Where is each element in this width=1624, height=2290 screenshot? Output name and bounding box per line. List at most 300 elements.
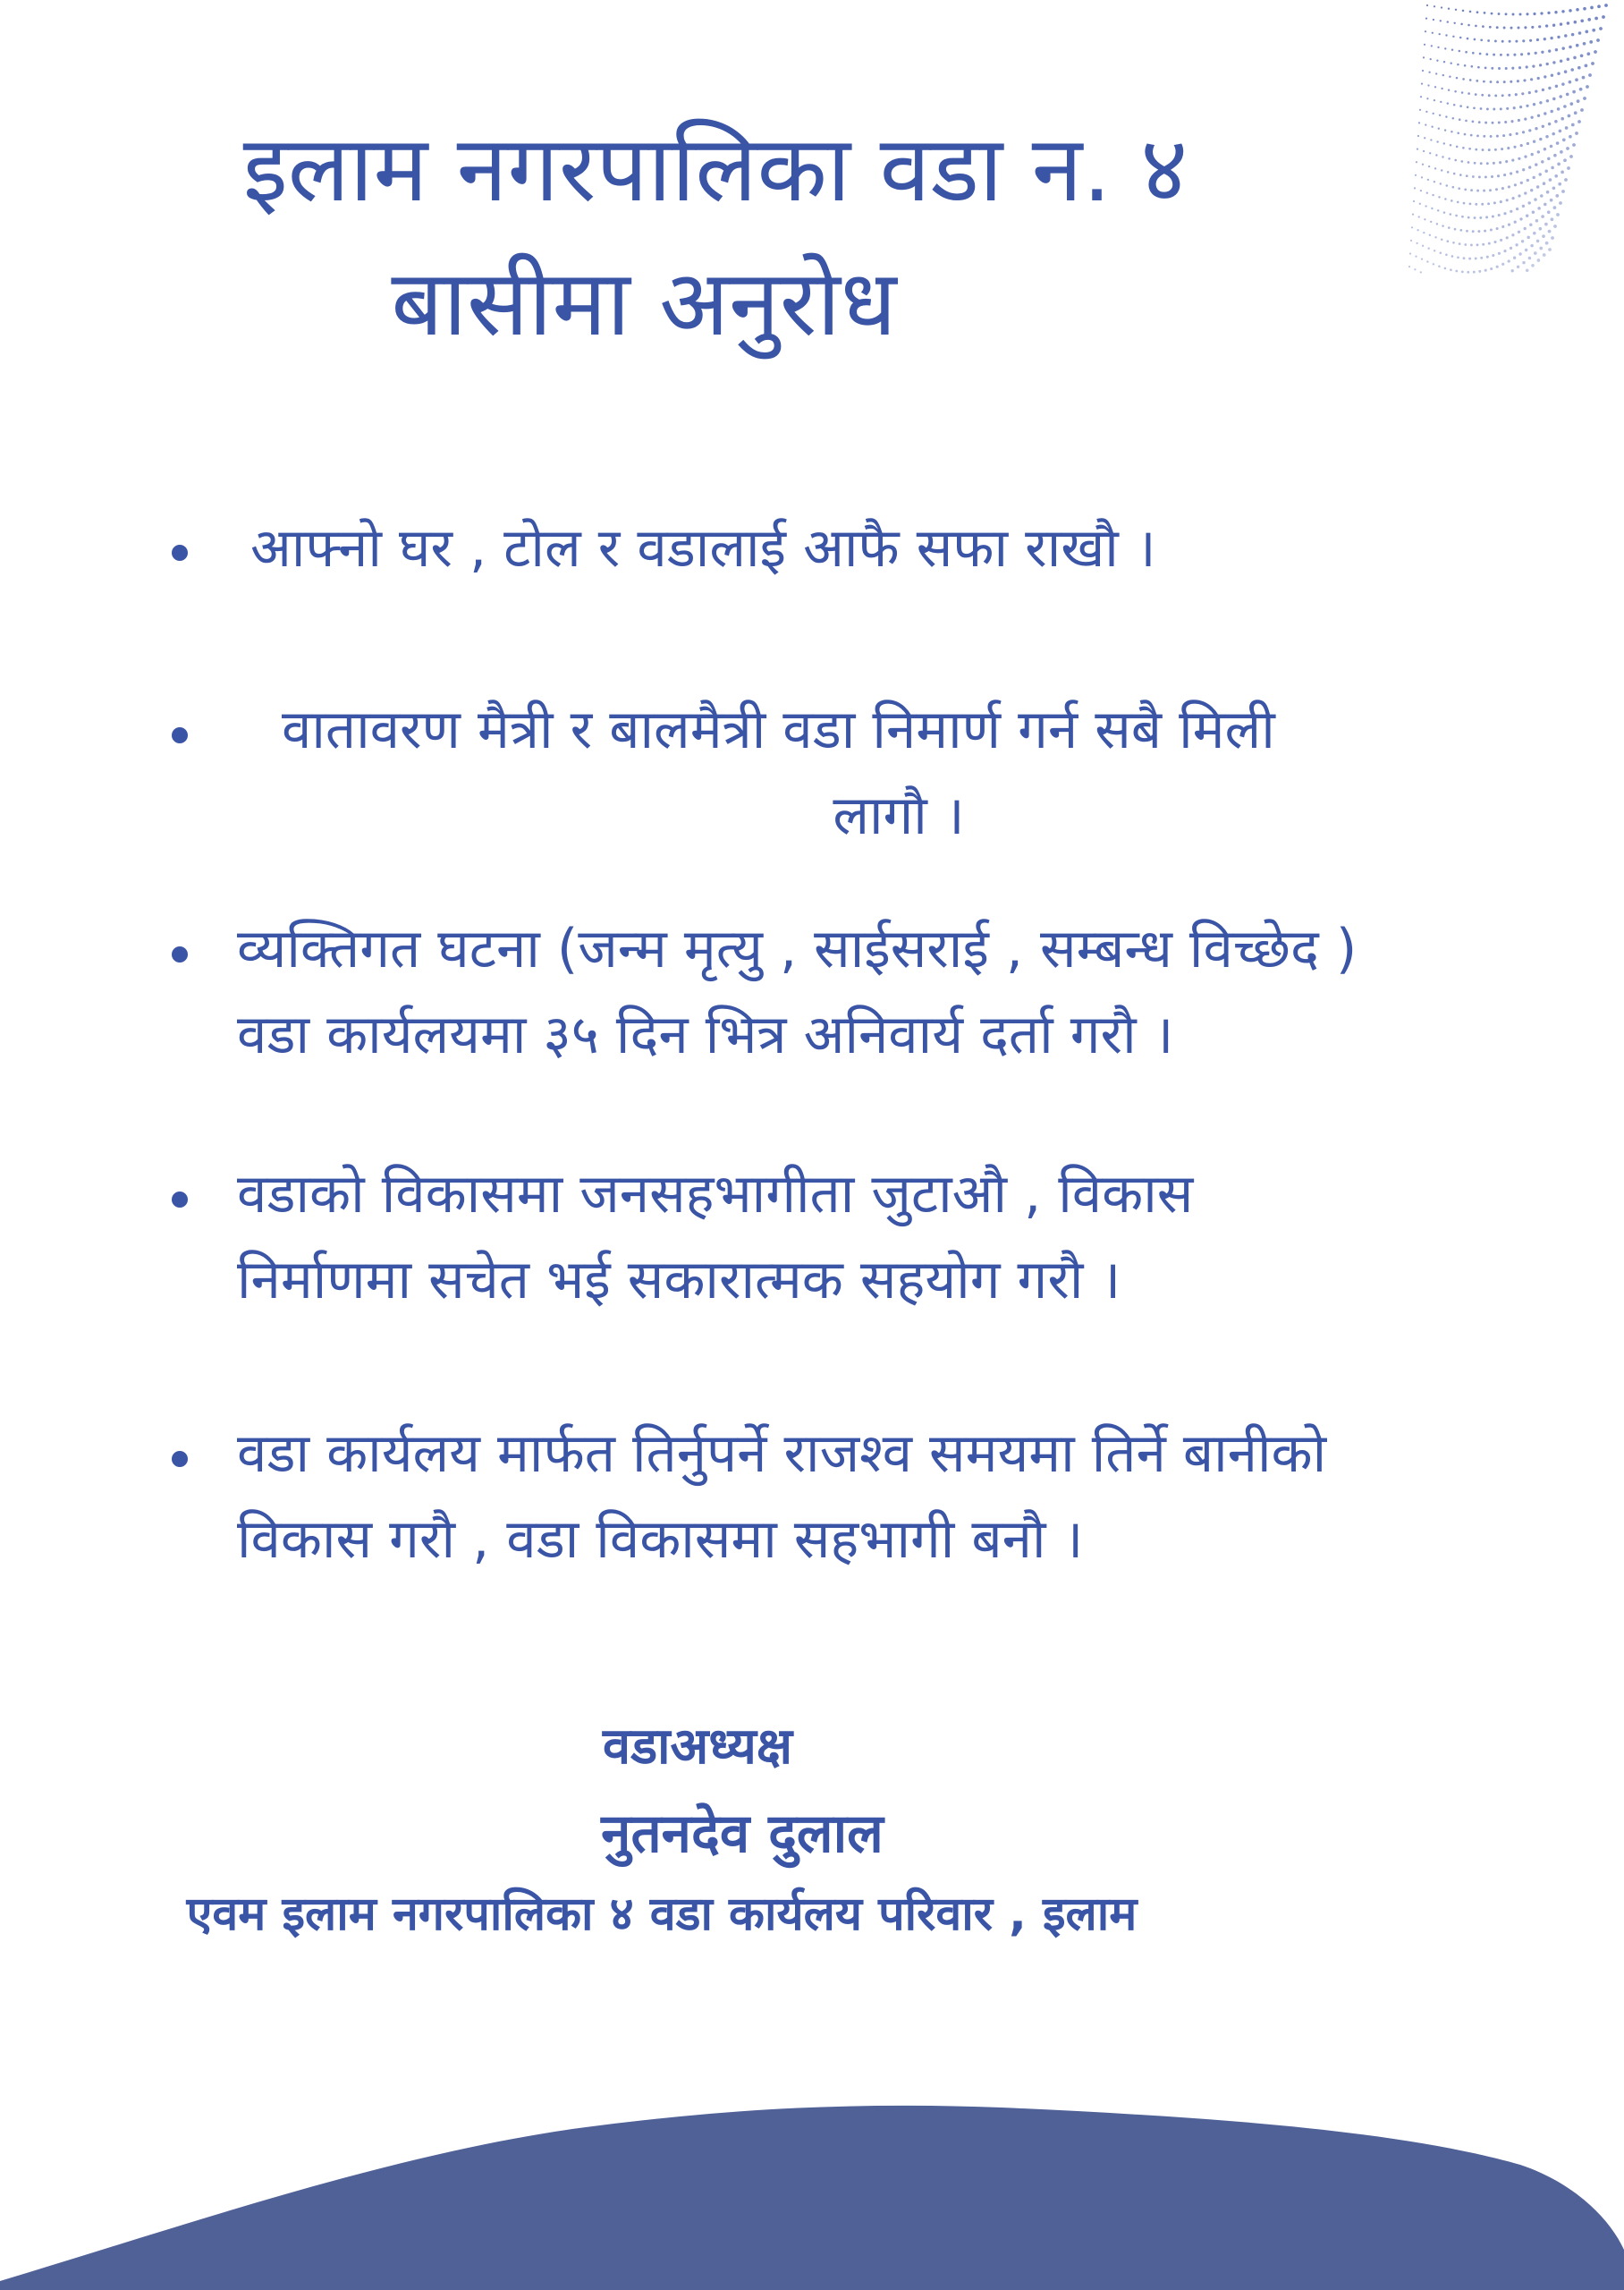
pattern-dot bbox=[1462, 10, 1465, 13]
pattern-dot bbox=[1545, 24, 1548, 27]
pattern-dot bbox=[1448, 226, 1451, 229]
pattern-dot bbox=[1559, 130, 1562, 133]
pattern-dot bbox=[1499, 161, 1501, 164]
pattern-dot bbox=[1445, 34, 1447, 36]
pattern-dot bbox=[1436, 223, 1438, 225]
pattern-dot bbox=[1457, 256, 1459, 259]
pattern-dot bbox=[1556, 213, 1560, 216]
pattern-dot bbox=[1453, 22, 1455, 24]
pattern-dot bbox=[1484, 67, 1487, 70]
pattern-dot bbox=[1459, 229, 1462, 232]
pattern-dot bbox=[1469, 11, 1472, 13]
pattern-dot bbox=[1419, 203, 1421, 205]
bullet-icon bbox=[172, 545, 188, 561]
pattern-dot bbox=[1501, 40, 1504, 43]
pattern-dot bbox=[1512, 13, 1515, 16]
pattern-dot bbox=[1423, 150, 1425, 152]
pattern-dot bbox=[1571, 123, 1575, 127]
pattern-dot bbox=[1575, 131, 1578, 135]
pattern-dot bbox=[1511, 233, 1514, 236]
pattern-dot bbox=[1424, 137, 1425, 139]
signature-org: एवम इलाम नगरपालिका ४ वडा कार्यलय परिवार , इलाम bbox=[186, 1887, 1138, 1941]
pattern-dot bbox=[1506, 199, 1509, 201]
pattern-dot bbox=[1572, 143, 1576, 147]
pattern-dot bbox=[1539, 101, 1542, 104]
pattern-dot bbox=[1473, 271, 1476, 274]
pattern-dot bbox=[1492, 254, 1494, 257]
pattern-dot bbox=[1530, 116, 1533, 119]
pattern-dot bbox=[1416, 161, 1417, 163]
pattern-dot bbox=[1533, 13, 1535, 15]
pattern-dot bbox=[1523, 227, 1526, 230]
pattern-dot bbox=[1489, 26, 1492, 29]
pattern-dot bbox=[1497, 174, 1500, 177]
pattern-dot bbox=[1447, 171, 1450, 174]
pattern-dot bbox=[1548, 248, 1552, 251]
pattern-dot bbox=[1448, 8, 1450, 10]
pattern-dot bbox=[1498, 252, 1501, 255]
pattern-dot bbox=[1551, 166, 1554, 170]
pattern-dot bbox=[1476, 243, 1479, 246]
pattern-dot bbox=[1433, 263, 1434, 265]
pattern-dot bbox=[1502, 134, 1505, 137]
pattern-dot bbox=[1461, 216, 1464, 218]
page-title bbox=[89, 103, 1341, 371]
pattern-dot bbox=[1501, 148, 1503, 150]
pattern-dot bbox=[1434, 99, 1435, 101]
pattern-dot bbox=[1472, 52, 1475, 55]
pattern-dot bbox=[1505, 160, 1508, 163]
pattern-dot bbox=[1459, 37, 1462, 39]
pattern-dot bbox=[1546, 191, 1550, 194]
pattern-dot bbox=[1510, 247, 1512, 250]
pattern-dot bbox=[1519, 106, 1522, 108]
pattern-dot bbox=[1468, 258, 1471, 260]
pattern-dot bbox=[1480, 257, 1483, 259]
pattern-dot bbox=[1586, 85, 1589, 89]
pattern-dot bbox=[1482, 148, 1484, 151]
pattern-dot bbox=[1504, 121, 1507, 123]
pattern-dot bbox=[1436, 60, 1438, 62]
pattern-dot bbox=[1505, 13, 1508, 15]
pattern-dot bbox=[1434, 86, 1436, 88]
pattern-dot bbox=[1438, 266, 1441, 268]
pattern-dot bbox=[1550, 145, 1553, 148]
pattern-dot bbox=[1478, 121, 1481, 123]
pattern-dot bbox=[1599, 27, 1603, 30]
pattern-dot bbox=[1428, 165, 1430, 167]
pattern-dot bbox=[1486, 256, 1489, 259]
pattern-dot bbox=[1498, 67, 1501, 70]
pattern-dot bbox=[1528, 91, 1531, 94]
pattern-dot bbox=[1530, 78, 1533, 81]
pattern-dot bbox=[1563, 105, 1567, 108]
pattern-dot bbox=[1443, 142, 1445, 144]
pattern-dot bbox=[1537, 77, 1540, 80]
pattern-dot bbox=[1453, 173, 1456, 175]
pattern-dot bbox=[1577, 99, 1580, 103]
pattern-dot bbox=[1408, 266, 1410, 267]
pattern-dot bbox=[1498, 122, 1501, 124]
pattern-dot bbox=[1508, 94, 1510, 97]
pattern-dot bbox=[1421, 83, 1423, 85]
pattern-dot bbox=[1490, 267, 1493, 270]
pattern-dot bbox=[1470, 189, 1473, 191]
pattern-dot bbox=[1459, 50, 1461, 53]
pattern-dot bbox=[1568, 114, 1571, 118]
pattern-dot bbox=[1465, 120, 1468, 123]
pattern-dot bbox=[1457, 64, 1459, 66]
wave-decoration bbox=[0, 2102, 1624, 2290]
pattern-dot bbox=[1459, 105, 1462, 107]
pattern-dot bbox=[1487, 202, 1490, 205]
pattern-dot bbox=[1463, 202, 1466, 205]
pattern-dot bbox=[1501, 263, 1504, 266]
pattern-dot bbox=[1567, 21, 1569, 24]
pattern-dot bbox=[1535, 52, 1537, 55]
pattern-dot bbox=[1585, 64, 1588, 68]
pattern-dot bbox=[1468, 216, 1470, 219]
pattern-dot bbox=[1586, 52, 1590, 55]
pattern-dot bbox=[1501, 225, 1504, 228]
pattern-dot bbox=[1416, 242, 1417, 244]
pattern-dot bbox=[1590, 6, 1594, 10]
pattern-dot bbox=[1467, 271, 1469, 274]
pattern-dot bbox=[1561, 10, 1564, 13]
pattern-dot bbox=[1518, 252, 1521, 255]
pattern-dot bbox=[1436, 140, 1438, 142]
pattern-dot bbox=[1515, 243, 1518, 246]
pattern-dot bbox=[1430, 139, 1432, 140]
pattern-dot bbox=[1442, 225, 1444, 227]
pattern-dot bbox=[1560, 59, 1562, 62]
pattern-dot bbox=[1587, 18, 1591, 21]
pattern-dot bbox=[1547, 210, 1551, 214]
pattern-dot bbox=[1460, 23, 1463, 26]
pattern-dot bbox=[1456, 146, 1459, 148]
pattern-dot bbox=[1443, 211, 1446, 214]
list-item-text bbox=[282, 687, 1596, 773]
pattern-dot bbox=[1473, 106, 1476, 109]
pattern-dot bbox=[1518, 157, 1520, 160]
pattern-dot bbox=[1530, 244, 1534, 248]
pattern-dot bbox=[1486, 107, 1489, 110]
pattern-dot bbox=[1484, 122, 1487, 124]
pattern-dot bbox=[1520, 182, 1523, 184]
pattern-dot bbox=[1535, 163, 1537, 165]
pattern-dot bbox=[1475, 93, 1477, 96]
pattern-dot bbox=[1564, 178, 1568, 182]
pattern-dot bbox=[1440, 251, 1442, 254]
pattern-dot bbox=[1548, 230, 1552, 233]
pattern-dot bbox=[1441, 88, 1442, 89]
pattern-dot bbox=[1547, 157, 1551, 161]
pattern-dot bbox=[1414, 187, 1416, 189]
pattern-dot bbox=[1421, 176, 1423, 178]
pattern-dot bbox=[1454, 159, 1457, 162]
pattern-dot bbox=[1508, 185, 1510, 188]
pattern-dot bbox=[1536, 185, 1539, 188]
pattern-dot bbox=[1427, 84, 1429, 86]
pattern-dot bbox=[1513, 106, 1516, 109]
pattern-dot bbox=[1569, 81, 1572, 84]
pattern-dot bbox=[1452, 186, 1455, 189]
pattern-dot bbox=[1592, 29, 1595, 32]
pattern-dot bbox=[1468, 24, 1470, 27]
pattern-dot bbox=[1516, 132, 1518, 135]
pattern-dot bbox=[1550, 37, 1552, 39]
pattern-dot bbox=[1484, 269, 1487, 272]
pattern-dot bbox=[1459, 174, 1462, 176]
pattern-dot bbox=[1577, 66, 1581, 70]
pattern-dot bbox=[1434, 250, 1435, 251]
pattern-dot bbox=[1538, 25, 1541, 28]
pattern-dot bbox=[1482, 243, 1484, 246]
list-item-text bbox=[241, 773, 1556, 859]
pattern-dot bbox=[1589, 40, 1593, 44]
pattern-dot bbox=[1539, 227, 1543, 231]
pattern-dot bbox=[1435, 72, 1437, 74]
pattern-dot bbox=[1464, 64, 1467, 67]
pattern-dot bbox=[1494, 94, 1497, 97]
pattern-dot bbox=[1484, 230, 1486, 233]
pattern-dot bbox=[1522, 168, 1525, 171]
pattern-dot bbox=[1463, 257, 1466, 259]
pattern-dot bbox=[1498, 13, 1501, 15]
pattern-dot bbox=[1534, 251, 1537, 255]
pattern-dot bbox=[1543, 253, 1546, 257]
pattern-dot bbox=[1509, 40, 1511, 43]
pattern-dot bbox=[1604, 4, 1608, 7]
pattern-dot bbox=[1545, 135, 1548, 138]
pattern-dot bbox=[1540, 12, 1543, 14]
pattern-dot bbox=[1572, 90, 1576, 94]
pattern-dot bbox=[1462, 147, 1465, 149]
pattern-dot bbox=[1583, 42, 1586, 46]
pattern-dot bbox=[1510, 81, 1512, 83]
pattern-dot bbox=[1531, 26, 1534, 29]
pattern-dot bbox=[1476, 190, 1479, 192]
pattern-dot bbox=[1467, 38, 1469, 40]
pattern-dot bbox=[1413, 200, 1415, 202]
pattern-dot bbox=[1583, 7, 1586, 11]
pattern-dot bbox=[1548, 87, 1551, 89]
pattern-dot bbox=[1430, 58, 1432, 60]
pattern-dot bbox=[1544, 170, 1548, 174]
signature-role: वडाअध्यक्ष bbox=[602, 1718, 793, 1776]
pattern-dot bbox=[1550, 110, 1552, 113]
pattern-dot bbox=[1544, 203, 1547, 207]
pattern-dot bbox=[1447, 240, 1450, 242]
pattern-dot bbox=[1527, 201, 1530, 204]
pattern-dot bbox=[1520, 53, 1523, 55]
pattern-dot bbox=[1541, 215, 1544, 218]
pattern-dot bbox=[1476, 135, 1479, 138]
pattern-dot bbox=[1420, 190, 1422, 191]
pattern-dot bbox=[1580, 20, 1584, 23]
pattern-dot bbox=[1431, 126, 1433, 128]
pattern-dot bbox=[1542, 89, 1544, 91]
list-item-line: निर्माणमा सचेत भई सकारात्मक सहयोग गरौ । bbox=[237, 1249, 1121, 1311]
pattern-dot bbox=[1561, 171, 1564, 174]
pattern-dot bbox=[1522, 39, 1525, 42]
pattern-dot bbox=[1506, 107, 1509, 110]
pattern-dot bbox=[1531, 264, 1535, 267]
pattern-dot bbox=[1514, 183, 1517, 186]
pattern-dot bbox=[1467, 106, 1469, 108]
pattern-dot bbox=[1559, 95, 1562, 98]
pattern-dot bbox=[1481, 94, 1484, 97]
pattern-dot bbox=[1510, 210, 1512, 213]
pattern-dot bbox=[1518, 194, 1520, 197]
pattern-dot bbox=[1585, 30, 1588, 34]
pattern-dot bbox=[1546, 99, 1549, 102]
pattern-dot bbox=[1536, 240, 1540, 243]
pattern-dot bbox=[1425, 30, 1426, 32]
pattern-dot bbox=[1532, 64, 1535, 67]
pattern-dot bbox=[1539, 64, 1542, 66]
pattern-dot bbox=[1426, 98, 1428, 99]
pattern-dot bbox=[1423, 56, 1425, 58]
pattern-dot bbox=[1424, 218, 1425, 220]
pattern-dot bbox=[1480, 38, 1483, 41]
pattern-dot bbox=[1457, 132, 1459, 135]
pattern-dot bbox=[1484, 175, 1487, 178]
pattern-dot bbox=[1546, 63, 1549, 65]
pattern-dot bbox=[1432, 32, 1434, 34]
pattern-dot bbox=[1602, 15, 1605, 19]
pattern-dot bbox=[1444, 198, 1447, 200]
pattern-dot bbox=[1514, 221, 1517, 224]
pattern-dot bbox=[1533, 232, 1536, 235]
pattern-dot bbox=[1475, 203, 1477, 206]
pattern-dot bbox=[1561, 190, 1565, 193]
pattern-dot bbox=[1468, 148, 1471, 150]
pattern-dot bbox=[1422, 70, 1424, 72]
pattern-dot bbox=[1455, 270, 1458, 273]
pattern-dot bbox=[1544, 75, 1546, 78]
pattern-dot bbox=[1515, 93, 1518, 96]
pattern-dot bbox=[1539, 247, 1543, 250]
pattern-dot bbox=[1521, 240, 1524, 242]
pattern-dot bbox=[1549, 178, 1552, 182]
pattern-dot bbox=[1569, 9, 1571, 12]
list-item-line: विकास गरौ , वडा विकासमा सहभागी बनौ । bbox=[237, 1508, 1084, 1571]
pattern-dot bbox=[1576, 8, 1579, 12]
pattern-dot bbox=[1437, 209, 1439, 211]
pattern-dot bbox=[1578, 31, 1582, 35]
signature-name: नुतनदेव दुलाल bbox=[601, 1802, 884, 1865]
pattern-dot bbox=[1422, 245, 1424, 247]
pattern-dot bbox=[1448, 157, 1451, 160]
pattern-dot bbox=[1520, 144, 1523, 147]
pattern-dot bbox=[1574, 111, 1577, 114]
pattern-dot bbox=[1500, 200, 1502, 203]
pattern-dot bbox=[1524, 26, 1527, 29]
pattern-dot bbox=[1551, 236, 1554, 240]
pattern-dot bbox=[1580, 54, 1584, 57]
pattern-dot bbox=[1492, 215, 1494, 217]
pattern-dot bbox=[1438, 128, 1440, 130]
pattern-dot bbox=[1561, 82, 1565, 86]
pattern-dot bbox=[1470, 134, 1473, 137]
pattern-dot bbox=[1426, 4, 1428, 6]
pattern-dot bbox=[1565, 126, 1569, 130]
pattern-dot bbox=[1532, 210, 1535, 213]
pattern-dot bbox=[1507, 54, 1510, 56]
pattern-dot bbox=[1412, 214, 1414, 216]
pattern-dot bbox=[1540, 194, 1544, 198]
pattern-dot bbox=[1553, 206, 1557, 209]
pattern-dot bbox=[1461, 271, 1464, 274]
pattern-dot bbox=[1470, 243, 1473, 246]
pattern-dot bbox=[1480, 162, 1483, 165]
pattern-dot bbox=[1485, 53, 1488, 55]
pattern-dot bbox=[1551, 217, 1554, 221]
pattern-dot bbox=[1432, 194, 1434, 196]
pattern-dot bbox=[1511, 67, 1514, 70]
pattern-dot bbox=[1557, 107, 1561, 111]
pattern-dot bbox=[1493, 201, 1496, 204]
pattern-dot bbox=[1536, 38, 1539, 41]
pattern-dot bbox=[1503, 212, 1506, 215]
pattern-dot bbox=[1445, 254, 1448, 257]
pattern-dot bbox=[1538, 173, 1541, 175]
pattern-dot bbox=[1510, 172, 1512, 174]
pattern-dot bbox=[1554, 174, 1558, 178]
pattern-dot bbox=[1511, 197, 1514, 199]
pattern-dot bbox=[1469, 203, 1472, 206]
pattern-dot bbox=[1543, 182, 1546, 185]
pattern-dot bbox=[1566, 147, 1569, 150]
pattern-dot bbox=[1488, 242, 1491, 245]
pattern-dot bbox=[1511, 269, 1514, 272]
pattern-dot bbox=[1552, 98, 1555, 100]
pattern-dot bbox=[1518, 13, 1521, 15]
pattern-dot bbox=[1541, 160, 1544, 163]
pattern-dot bbox=[1490, 135, 1493, 138]
pattern-dot bbox=[1474, 38, 1476, 41]
pattern-dot bbox=[1452, 117, 1455, 120]
pattern-dot bbox=[1472, 175, 1475, 178]
pattern-dot bbox=[1517, 26, 1519, 29]
pattern-dot bbox=[1451, 131, 1453, 133]
pattern-dot bbox=[1461, 91, 1464, 94]
pattern-dot bbox=[1526, 13, 1528, 15]
pattern-dot bbox=[1459, 118, 1461, 121]
pattern-dot bbox=[1420, 96, 1422, 98]
pattern-dot bbox=[1527, 236, 1529, 239]
pattern-dot bbox=[1457, 201, 1459, 204]
pattern-dot bbox=[1535, 127, 1537, 130]
pattern-dot bbox=[1490, 228, 1493, 231]
pattern-dot bbox=[1583, 97, 1586, 100]
pattern-dot bbox=[1573, 56, 1577, 60]
pattern-dot bbox=[1515, 40, 1518, 43]
pattern-dot bbox=[1554, 11, 1557, 13]
pattern-dot bbox=[1476, 80, 1478, 82]
pattern-dot bbox=[1434, 181, 1435, 182]
pattern-dot bbox=[1496, 81, 1499, 83]
pattern-dot bbox=[1496, 266, 1499, 268]
pattern-dot bbox=[1464, 189, 1467, 191]
pattern-dot bbox=[1423, 232, 1425, 233]
bullet-icon bbox=[172, 727, 188, 743]
pattern-dot bbox=[1454, 228, 1457, 231]
pattern-dot bbox=[1437, 47, 1439, 48]
pattern-dot bbox=[1500, 239, 1502, 242]
pattern-dot bbox=[1571, 33, 1575, 37]
